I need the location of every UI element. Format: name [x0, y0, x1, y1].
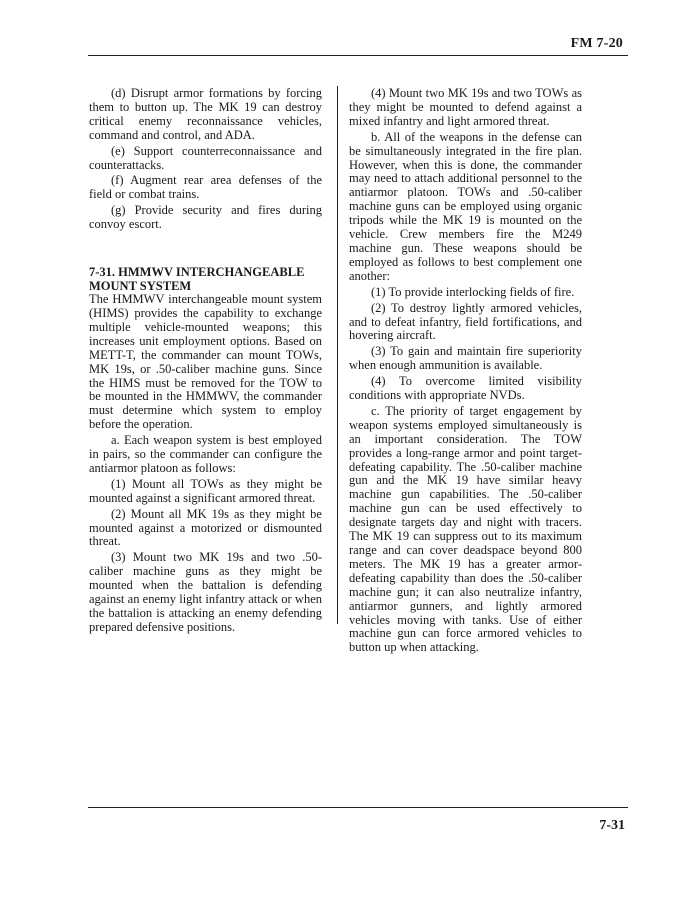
b-list-item-1: (1) To provide interlocking fields of fire. — [371, 284, 575, 299]
section-intro: The HMMWV interchangeable mount system (HIMS) provides the capability to exchange multiple vehicle-mounted weapons; this increases unit employment options. Based on METT-T, the commander can mount TOWs, MK 19s, or .50-caliber machine guns. Since the HIMS must be removed for the TOW to be mounted in the HMMWV, the commander must determine which system to employ before the operation. — [89, 292, 322, 432]
list-item-3: (3) Mount two MK 19s and two .50-caliber machine guns as they might be mounted when the battalion is defending against an enemy light infantry attack or when the battalion is attacking an enemy defending prepared defensive positions. — [89, 550, 322, 634]
paragraph-g: (g) Provide security and fires during convoy escort. — [89, 203, 322, 232]
paragraph-f: (f) Augment rear area defenses of the field or combat trains. — [89, 173, 322, 202]
list-item-2: (2) Mount all MK 19s as they might be mounted against a motorized or dismounted threat. — [89, 506, 322, 549]
paragraph-e: (e) Support counterreconnaissance and counterattacks. — [89, 143, 322, 172]
b-list-item-3: (3) To gain and maintain fire superiority when enough ammunition is available. — [349, 344, 582, 373]
header-rule — [88, 55, 628, 56]
paragraph-a: a. Each weapon system is best employed in pairs, so the commander can configure the antiarmor platoon as follows: — [89, 433, 322, 475]
page-header-manual-id: FM 7-20 — [570, 36, 623, 51]
b-list-item-2: (2) To destroy lightly armored vehicles, and to defeat infantry, field fortifications, and hovering aircraft. — [349, 300, 582, 343]
left-column — [89, 87, 322, 637]
list-item-1: (1) Mount all TOWs as they might be mounted against a significant armored threat. — [89, 476, 322, 505]
paragraph-c: c. The priority of target engagement by weapon systems employed simultaneously is an important consideration. The TOW provides a long-range armor and point target-defeating capability. The .50-caliber machine gun and the MK 19 have similar heavy machine gun capabilities. The .50-caliber machine gun can be used effectively to designate targets day and night with tracers. The MK 19 can suppress out to its maximum range and can cover deadspace beyond 800 meters. The MK 19 has a greater armor-defeating capability than does the .50-caliber machine gun; it can also neutralize infantry, antiarmor gunners, and lightly armored vehicles moving with tanks. Use of either machine gun can force armored vehicles to button up when attacking. — [349, 403, 582, 655]
paragraph-d: (d) Disrupt armor formations by forcing them to button up. The MK 19 can destroy critical enemy reconnaissance vehicles, command and control, and ADA. — [89, 86, 322, 142]
column-divider — [337, 86, 338, 624]
paragraph-b: b. All of the weapons in the defense can be simultaneously integrated in the fire plan. However, when this is done, the commander may need to attach additional personnel to the antiarmor platoon. TOWs and .50-caliber machine guns can be employed using organic tripods while the MK 19 is mounted on the vehicle. Crew members fire the M249 machine gun. These weapons should be employed as follows to best complement one another: — [349, 129, 582, 283]
page-number: 7-31 — [599, 818, 625, 833]
section-heading: 7-31. HMMWV INTERCHANGEABLE MOUNT SYSTEM — [89, 265, 305, 294]
right-column — [349, 87, 582, 657]
b-list-item-4: (4) To overcome limited visibility conditions with appropriate NVDs. — [349, 374, 582, 403]
list-item-4: (4) Mount two MK 19s and two TOWs as they might be mounted to defend against a mixed infantry and light armored threat. — [349, 86, 582, 128]
footer-rule — [88, 807, 628, 808]
